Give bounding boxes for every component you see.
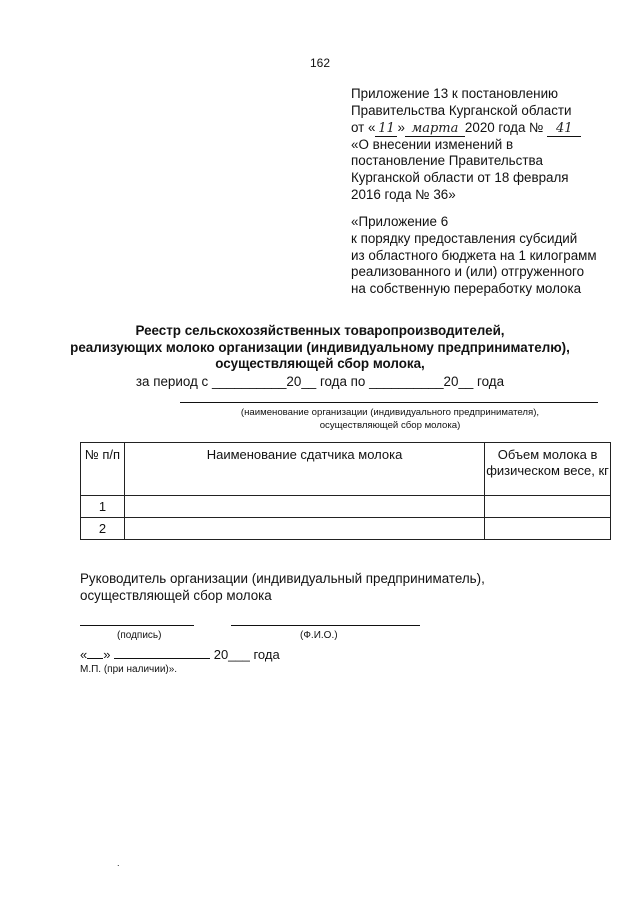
- fio-caption: (Ф.И.О.): [300, 630, 338, 641]
- appendix6-line-5: на собственную переработку молока: [351, 281, 582, 297]
- signature-line-1: Руководитель организации (индивидуальный предприниматель),: [80, 571, 485, 586]
- signature-block: [80, 570, 485, 604]
- month-blank: [114, 646, 210, 659]
- date-year: 2020 года №: [464, 119, 544, 135]
- fio-underline: [231, 625, 420, 626]
- title-line-3: осуществляющей сбор молока,: [215, 356, 425, 372]
- appendix-line-4: «О внесении изменений в: [351, 136, 514, 152]
- appendix-line-2: Правительства Курганской области: [351, 102, 572, 118]
- appendix-line-1: Приложение 13 к постановлению: [351, 86, 559, 101]
- title-line-1: Реестр сельскохозяйственных товаропроизводителей,: [135, 323, 505, 338]
- org-name-caption: [150, 406, 630, 432]
- handwritten-day: 11: [375, 122, 397, 137]
- date-prefix: от «: [351, 119, 376, 135]
- org-caption-line-2: осуществляющей сбор молока): [319, 420, 461, 431]
- appendix6-line-4: реализованного и (или) отгруженного: [351, 264, 585, 280]
- stamp-note: М.П. (при наличии)».: [80, 664, 178, 675]
- row-number: 2: [81, 518, 125, 540]
- appendix-line-5: постановление Правительства: [351, 153, 543, 169]
- registry-title: [0, 323, 640, 373]
- row-volume-cell: [485, 518, 611, 540]
- header-supplier-name: Наименование сдатчика молока: [124, 443, 484, 496]
- row-volume-cell: [485, 496, 611, 518]
- row-supplier-cell: [124, 518, 484, 540]
- handwritten-number: 41: [547, 122, 581, 137]
- appendix-line-7: 2016 года № 36»: [351, 186, 456, 202]
- registry-table: [80, 442, 611, 540]
- signature-underline: [80, 625, 194, 626]
- appendix-date-line: [351, 120, 640, 137]
- handwritten-month: марта: [405, 122, 465, 137]
- footer-mark: .: [117, 858, 120, 868]
- appendix6-line-2: к порядку предоставления субсидий: [351, 230, 578, 246]
- signature-date: [80, 646, 280, 662]
- signature-caption: (подпись): [117, 630, 162, 641]
- org-name-underline: [180, 402, 598, 403]
- date-close-quote: »: [103, 647, 111, 662]
- page-number: 162: [309, 56, 331, 70]
- appendix-line-6: Курганской области от 18 февраля: [351, 170, 569, 186]
- appendix6-line-3: из областного бюджета на 1 килограмм: [351, 247, 597, 263]
- row-supplier-cell: [124, 496, 484, 518]
- title-line-2: реализующих молоко организации (индивидуальному предпринимателю),: [70, 339, 570, 355]
- day-blank: [87, 646, 103, 659]
- row-number: 1: [81, 496, 125, 518]
- header-milk-volume: Объем молока в физическом весе, кг: [485, 443, 611, 496]
- org-caption-line-1: (наименование организации (индивидуального предпринимателя),: [240, 407, 540, 418]
- date-open-quote: «: [80, 647, 88, 662]
- appendix6-header: [351, 214, 640, 298]
- signature-line-2: осуществляющей сбор молока: [80, 588, 272, 603]
- table-row: [81, 518, 611, 540]
- appendix6-line-1: «Приложение 6: [351, 214, 449, 229]
- period-line: за период с __________20__ года по __________20__ года: [135, 374, 505, 389]
- table-header-row: [81, 443, 611, 496]
- appendix-header: [351, 86, 640, 204]
- date-year-label: 20___ года: [213, 647, 280, 662]
- table-row: [81, 496, 611, 518]
- date-mid: »: [397, 119, 405, 135]
- header-number: № п/п: [81, 443, 125, 496]
